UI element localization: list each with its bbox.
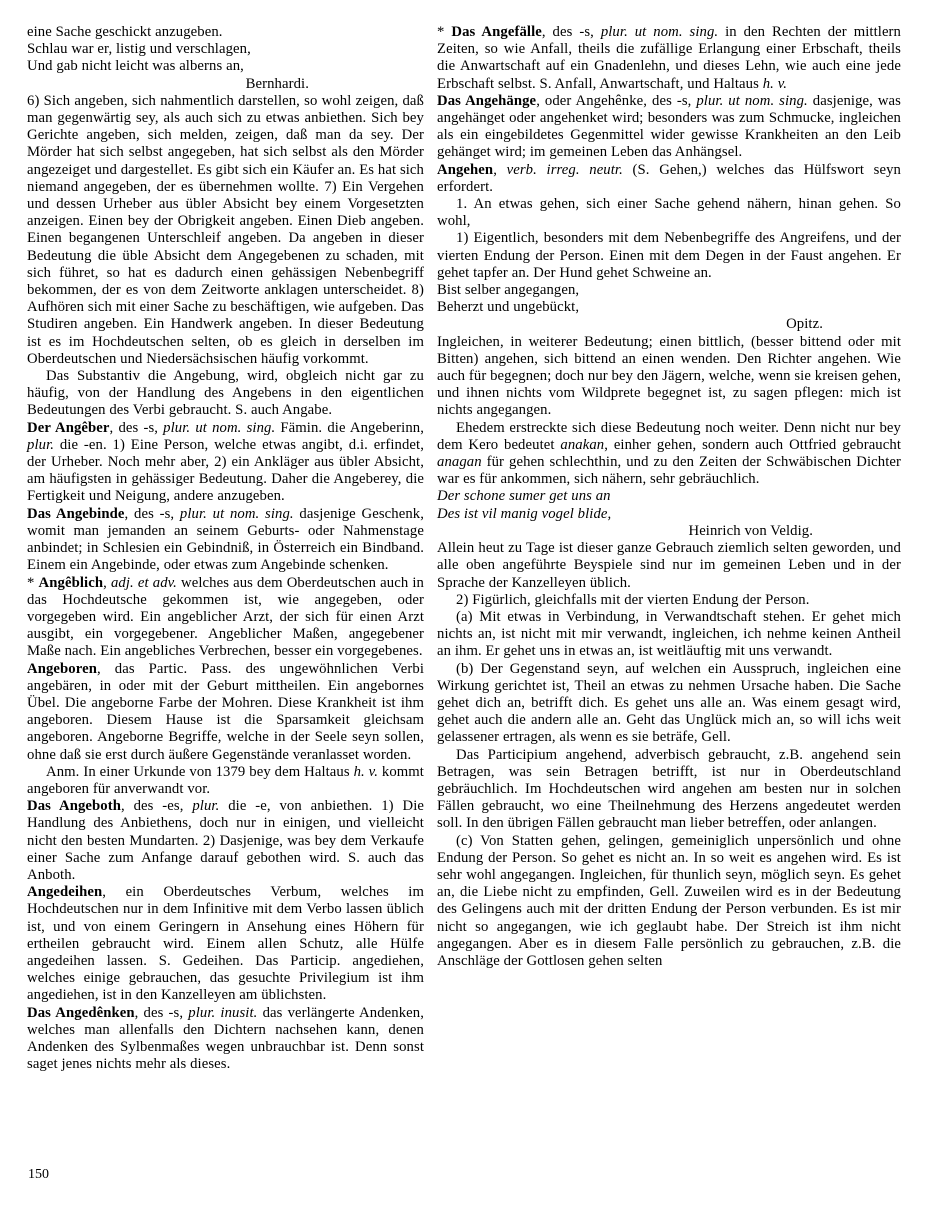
text-run: dasjenige, was angehänget oder angehenket wird; besonders was zum Schmucke, ingleichen als ein eingebildetes Gegenmittel wider gewisse Krankheiten an den Leib gehänget wird; im gemeinen Leben das Anhängsel. xyxy=(437,92,901,161)
italic-run: anakan xyxy=(560,436,605,453)
text-run: Heinrich von Veldig. xyxy=(688,522,813,539)
paragraph xyxy=(437,661,901,747)
italic-run: plur. ut nom. sing. xyxy=(600,24,719,40)
paragraph xyxy=(437,24,901,93)
italic-run: anagan xyxy=(437,454,482,471)
text-run: für gehen schlechthin, und zu den Zeiten der Schwäbischen Dichter war es für ankommen, sich nähern, sehr gebräuchlich. xyxy=(437,454,901,488)
verse-line xyxy=(27,41,424,58)
text-run: Bist selber angegangen, xyxy=(437,282,580,299)
attribution-line xyxy=(437,316,901,333)
attribution-line xyxy=(437,523,901,540)
paragraph xyxy=(437,747,901,833)
text-run: , des -s, xyxy=(541,24,601,40)
headword-run: Angêblich xyxy=(38,574,104,591)
paragraph xyxy=(27,884,424,1004)
paragraph xyxy=(437,230,901,282)
verse-line xyxy=(437,299,901,316)
headword-run: Das Angedênken xyxy=(27,1004,135,1021)
verse-line xyxy=(27,58,424,75)
paragraph xyxy=(27,24,424,41)
text-run: (b) Der Gegenstand seyn, auf welchen ein Ausspruch, ingleichen eine Wirkung gerichtet ist, Theil an etwas zu nehmen Ursache haben. Die Sache gehet dich an, betrifft dich. Es gehet uns alle an. Was einem gesagt wird, gehet auch die andern alle an. Geht das Unglück mich an, so will ichs weit gelassener ertragen, als wenn es sie beträfe, Gell. xyxy=(437,660,901,746)
text-run: in den Rechten der mittlern Zeiten, so wie Anfall, theils die zufällige Erlangung einer Erbschaft, theils die Anwartschaft auf ein Gnadenlehn, und dieses Lehn, wie auch eine jede Erbschaft selbst. S. Anfall, Anwartschaft, und Haltaus xyxy=(437,24,901,92)
paragraph xyxy=(437,592,901,609)
verse-line xyxy=(437,282,901,299)
text-run: Ehedem erstreckte sich diese Bedeutung noch weiter. Denn nicht nur bey dem Kero bedeutet xyxy=(437,419,901,453)
paragraph xyxy=(27,661,424,764)
text-run: Das Participium angehend, adverbisch gebraucht, z.B. angehend sein Betragen, was sein Betragen betrifft, ist nur in Oberdeutschland gebräuchlich. Im Hochdeutschen wird angehen am besten nur in solchen Fällen gebraucht, wo eine Theilnehmung des Herzens angedeutet werden soll. In den übrigen Fällen gebraucht man lieber betreffen, oder anlangen. xyxy=(437,746,901,832)
text-run: * xyxy=(437,24,452,40)
paragraph xyxy=(437,540,901,592)
text-run: , das Partic. Pass. des ungewöhnlichen Verbi angebären, in oder mit der Geburt mittheilen. Ein angebornes Übel. Die angeborne Farbe der Mohren. Diese Krankheit ist ihm angeboren. Diesem Hause ist die Sparsamkeit gleichsam angeboren. Angeborne Begriffe, welche in der Seele seyn sollen, ohne daß sie erst durch äußere Gegenstände veranlasset worden. xyxy=(27,660,424,763)
text-run: Allein heut zu Tage ist dieser ganze Gebrauch ziemlich selten geworden, und alle oben angeführte Beyspiele sind nur im gemeinen Leben und in der Sprache der Kanzelleyen üblich. xyxy=(437,540,901,591)
text-run: (S. Gehen,) welches das Hülfswort seyn erfordert. xyxy=(437,161,901,195)
italic-run: plur. inusit. xyxy=(188,1004,258,1021)
paragraph xyxy=(27,420,424,506)
text-run: , des -es, xyxy=(121,798,193,815)
text-run: , xyxy=(493,161,507,178)
page-number: 150 xyxy=(28,1167,49,1182)
paragraph xyxy=(27,1005,424,1074)
text-run: , einher gehen, sondern auch Ottfried gebraucht xyxy=(604,436,901,453)
verse-line xyxy=(437,488,901,505)
headword-run: Der Angêber xyxy=(27,419,110,436)
italic-run: h. v. xyxy=(762,75,788,92)
italic-run: Des ist vil manig vogel blide, xyxy=(437,505,612,522)
text-run: * xyxy=(27,574,39,591)
attribution-line xyxy=(27,76,424,93)
italic-run: adj. et adv. xyxy=(110,574,177,591)
paragraph xyxy=(437,93,901,162)
headword-run: Angehen xyxy=(437,161,494,178)
paragraph xyxy=(27,575,424,661)
text-run: , oder Angehênke, des -s, xyxy=(536,92,697,109)
right-column xyxy=(437,24,901,970)
text-run: , des -s, xyxy=(124,505,180,522)
text-run: Opitz. xyxy=(786,316,823,333)
italic-run: plur. xyxy=(27,436,55,453)
italic-run: Der schone sumer get uns an xyxy=(437,488,611,505)
text-run: Schlau war er, listig und verschlagen, xyxy=(27,41,251,58)
text-run: 1) Eigentlich, besonders mit dem Nebenbegriffe des Angreifens, und der vierten Endung der Person. Einen mit dem Degen in der Faust angehen. Er gehet tapfer an. Der Hund gehet Schweine an. xyxy=(437,230,901,281)
headword-run: Das Angefälle xyxy=(451,24,542,40)
text-run: Beherzt und ungebückt, xyxy=(437,299,580,316)
text-run: Und gab nicht leicht was alberns an, xyxy=(27,58,244,75)
paragraph xyxy=(27,368,424,420)
headword-run: Das Angeboth xyxy=(27,798,121,815)
italic-run: h. v. xyxy=(353,763,378,780)
text-run: , xyxy=(103,574,111,591)
verse-line xyxy=(437,506,901,523)
paragraph xyxy=(27,93,424,368)
text-run: (c) Von Statten gehen, gelingen, gemeiniglich unpersönlich und ohne Endung der Person. So gehet es nicht an. In so weit es angehen wird. Es ist sehr wohl angegangen. Ingleichen, für thunlich seyn, möglich seyn. Es gehet an, die Liebe nicht zu empfinden, Gell. Zuweilen wird es in der Bedeutung des Gelingens auch mit der dritten Endung der Person verbunden. Es ist mir nicht so angegangen, wie ich geglaubt habe. Der Streich ist ihm nicht angegangen. Aber es in diesem Falle persönlich zu gebrauchen, z.B. die Anschläge der Gottlosen gehen selten xyxy=(437,832,901,969)
text-run: eine Sache geschickt anzugeben. xyxy=(27,24,223,40)
text-run: , des -s, xyxy=(134,1004,189,1021)
text-run: Anm. In einer Urkunde von 1379 bey dem Haltaus xyxy=(46,763,354,780)
text-run: dasjenige Geschenk, womit man jemanden an seinem Geburts- oder Nahmenstage anbindet; in Schlesien ein Gebindniß, in Österreich ein Bindband. Einem ein Angebinde, oder etwas zum Angebinde schenken. xyxy=(27,505,424,574)
italic-run: plur. xyxy=(192,798,220,815)
text-run: 6) Sich angeben, sich nahmentlich darstellen, so wohl zeigen, daß man gegenwärtig sey, als auch sich zu etwas anbiethen. Sich bey Gerichte angeben, sich melden, zeigen, daß man da sey. Der Mörder hat sich selbst angegeben, hat sich selbst als den Mörder angezeiget und dargestellet. Es gibt sich ein Käufer an. Es hat sich niemand angegeben, der es übernehmen wollte. 7) Ein Vergehen und dessen Urheber aus übler Absicht bey einem Vorgesetzten anzeigen. Einen bey der Obrigkeit angeben. Einen Dieb angeben. Einen begangenen Unterschleif angeben. Da angeben in dieser Bedeutung die üble Absicht dem Angegebenen zu schaden, mit sich führet, so hat es dadurch einen gehässigen Nebenbegriff bekommen, der es von dem Zeitworte anklagen unterscheidet. 8) Aufhören sich mit einer Sache zu beschäftigen, wie aufgeben. Das Studiren angeben. Ein Handwerk angeben. In dieser Bedeutung ist es im Hochdeutschen selten, ob es gleich in derselben im Oberdeutschen und Niedersächsischen häufig vorkommt. xyxy=(27,92,424,367)
text-run: Ingleichen, in weiterer Bedeutung; einen bittlich, (besser bittend oder mit Bitten) angehen, sich bittend an einen wenden. Den Richter angehen. Wie auch für begegnen; doch nur bey den Jägern, welche, wenn sie kreisen gehen, und ihnen nichts vom Wildprete begegnet ist, zu sagen pflegen: mich ist nichts angegangen. xyxy=(437,333,901,419)
italic-run: plur. ut nom. sing. xyxy=(696,92,808,109)
left-column xyxy=(27,24,424,1073)
paragraph xyxy=(27,764,424,798)
headword-run: Das Angebinde xyxy=(27,505,125,522)
paragraph xyxy=(27,506,424,575)
text-run: 2) Figürlich, gleichfalls mit der vierten Endung der Person. xyxy=(456,591,810,608)
paragraph xyxy=(27,798,424,884)
italic-run: plur. ut nom. sing. xyxy=(179,505,294,522)
text-run: welches aus dem Oberdeutschen auch in das Hochdeutsche gekommen ist, wie angegeben, oder vorgegeben wird. Ein angeblicher Arzt, der sich für einen Arzt ausgibt, ein vorgegebener. Angeblicher Maßen, angegebener Maße nach. Ein angebliches Verbrechen, besser ein vorgegebenes. xyxy=(27,574,425,660)
headword-run: Angeboren xyxy=(27,660,97,677)
text-run: die -e, von anbiethen. 1) Die Handlung des Anbiethens, doch nur in einigen, und vielleicht nicht den besten Mundarten. 2) Dasjenige, was bey dem Verkaufe einer Sache zum Anfange darauf gebothen wird. S. auch das Anboth. xyxy=(27,798,425,883)
paragraph xyxy=(437,162,901,196)
text-run: , des -s, xyxy=(109,419,164,436)
text-run: , ein Oberdeutsches Verbum, welches im Hochdeutschen nur in dem Infinitive mit dem Verbo lassen üblich ist, und von einem Geringern in Ansehung eines Höhern für ertheilen gebraucht wird. Einem allen Schutz, alle Hülfe angedeihen lassen. S. Gedeihen. Das Particip. angediehen, welches einige gebrauchen, das gesuchte Privilegium ist ihm angediehen, ist in den Kanzelleyen am üblichsten. xyxy=(27,884,424,1004)
paragraph xyxy=(437,833,901,971)
headword-run: Das Angehänge xyxy=(437,92,537,109)
paragraph xyxy=(437,196,901,230)
text-run: (a) Mit etwas in Verbindung, in Verwandtschaft stehen. Er gehet mich nichts an, ist nicht mit mir verwandt, ingleichen, ich nehme keinen Antheil an ihm. Er gehet uns in etwas an, ist weitläuftig mit uns verwandt. xyxy=(437,608,901,660)
paragraph xyxy=(437,609,901,661)
text-run: das verlängerte Andenken, welches man allenfalls den Dichtern nachsehen kann, denen Andenken des Sylbenmaßes wegen unbrauchbar ist. Denn sonst saget jenes nichts mehr als dieses. xyxy=(27,1004,424,1073)
headword-run: Angedeihen xyxy=(27,884,103,901)
text-run: Bernhardi. xyxy=(245,75,309,92)
paragraph xyxy=(437,420,901,489)
text-run: Das Substantiv die Angebung, wird, obgleich nicht gar zu häufig, von der Handlung des Angebens in den eigentlichen Bedeutungen des Verbi gebraucht. S. auch Angabe. xyxy=(27,368,424,419)
italic-run: plur. ut nom. sing. xyxy=(163,419,276,436)
text-run: kommt angeboren für anverwandt vor. xyxy=(27,763,424,797)
text-run: die -en. 1) Eine Person, welche etwas angibt, d.i. erfindet, der Urheber. Noch mehr aber, 2) ein Ankläger aus übler Absicht, am häufigsten in gehässiger Bedeutung. Daher die Angeberey, die Fertigkeit und Neigung, andere anzugeben. xyxy=(27,436,424,505)
paragraph xyxy=(437,334,901,420)
text-run: 1. An etwas gehen, sich einer Sache gehend nähern, hinan gehen. So wohl, xyxy=(437,196,901,230)
text-run: Fämin. die Angeberinn, xyxy=(275,419,424,436)
italic-run: verb. irreg. neutr. xyxy=(506,161,623,178)
